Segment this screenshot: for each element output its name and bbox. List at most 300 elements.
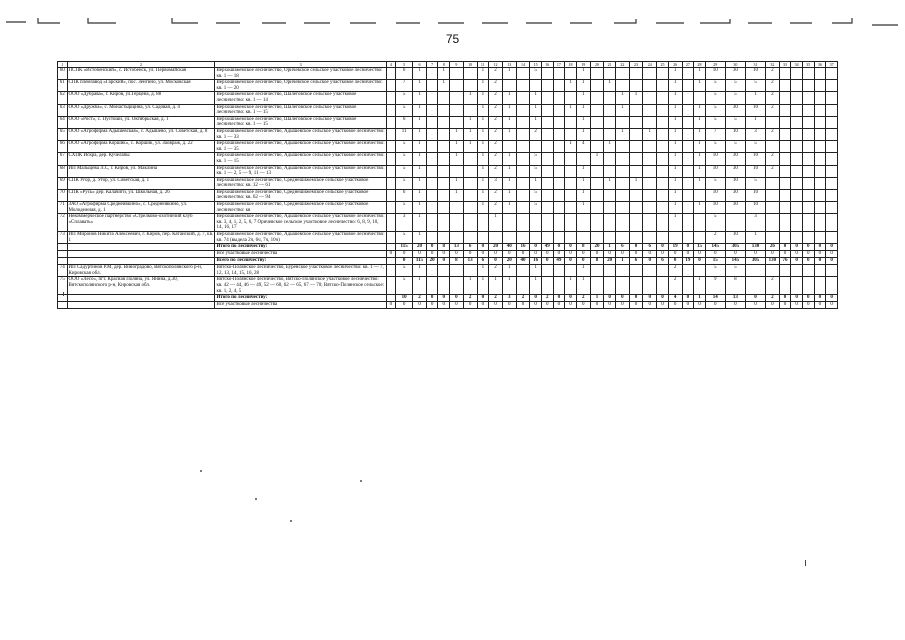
value-cell: 1 (502, 153, 516, 165)
total-row (58, 302, 838, 309)
value-cell (791, 189, 803, 201)
value-cell (438, 153, 450, 165)
value-cell: 1 (502, 177, 516, 189)
value-cell (802, 141, 814, 153)
value-cell (766, 202, 780, 214)
value-cell (814, 80, 826, 92)
column-number: 14 (516, 62, 530, 68)
value-cell (682, 232, 694, 244)
value-cell: 1 (668, 214, 682, 232)
total-value: 8 (590, 258, 604, 265)
row-number (58, 244, 68, 251)
total-value: 15 (694, 244, 706, 251)
value-cell (590, 265, 604, 277)
value-cell: 10 (705, 68, 725, 80)
value-cell (826, 141, 838, 153)
total-value: 0 (668, 251, 682, 258)
value-cell (565, 265, 577, 277)
total-value: 0 (604, 295, 616, 302)
value-cell (565, 189, 577, 201)
value-cell (516, 189, 530, 201)
total-row (58, 251, 838, 258)
value-cell: 1 (745, 92, 765, 104)
value-cell (657, 153, 669, 165)
value-cell: 1 (745, 116, 765, 128)
value-cell (791, 141, 803, 153)
total-value: 305 (745, 258, 765, 265)
total-value: 0 (779, 244, 791, 251)
value-cell: 10 (725, 177, 745, 189)
value-cell (450, 232, 464, 244)
value-cell: 30 (725, 68, 745, 80)
value-cell: 10 (705, 189, 725, 201)
total-value: 6 (463, 244, 477, 251)
total-value: 76 (779, 258, 791, 265)
total-value: 0 (826, 302, 838, 309)
total-value: 0 (396, 251, 413, 258)
value-cell (386, 189, 396, 201)
value-cell (553, 214, 565, 232)
value-cell (682, 153, 694, 165)
value-cell (657, 92, 669, 104)
value-cell (604, 232, 616, 244)
total-value: 20 (426, 258, 438, 265)
value-cell (779, 189, 791, 201)
value-cell (826, 68, 838, 80)
total-value: 0 (530, 244, 542, 251)
row-number (58, 302, 68, 309)
value-cell: 1 (413, 202, 427, 214)
value-cell: 1 (502, 104, 516, 116)
row-number: 75 (58, 277, 68, 295)
value-cell (426, 277, 438, 295)
column-number: 4 (386, 62, 396, 68)
value-cell (629, 128, 643, 140)
value-cell (553, 104, 565, 116)
value-cell (694, 92, 706, 104)
total-value: 20 (413, 244, 427, 251)
value-cell: 1 (477, 189, 489, 201)
value-cell (629, 80, 643, 92)
location-cell: Верхошижемское лесничество, Адышевское сельское участковое лесничество: кв. 1 — 15 (216, 153, 385, 164)
organization-cell (67, 295, 215, 302)
row-number: 67 (58, 153, 68, 165)
value-cell (814, 104, 826, 116)
value-cell: 2 (766, 165, 780, 177)
total-value: 0 (643, 295, 657, 302)
value-cell: 10 (745, 165, 765, 177)
value-cell (766, 265, 780, 277)
page-number: 75 (445, 32, 460, 46)
total-value: 0 (705, 302, 725, 309)
table-row (58, 116, 838, 128)
value-cell: 1 (489, 214, 503, 232)
location-cell: Верхошижемское лесничество, Среднешижемское сельское участковое лесничество: кв. 12 — 61 (215, 177, 386, 189)
value-cell: 1 (477, 141, 489, 153)
value-cell (516, 214, 530, 232)
value-cell: 2 (766, 104, 780, 116)
value-cell: 1 (477, 80, 489, 92)
value-cell (426, 177, 438, 189)
value-cell: 1 (477, 265, 489, 277)
value-cell: 1 (477, 177, 489, 189)
total-value: 0 (426, 244, 438, 251)
row-number: 63 (58, 104, 68, 116)
value-cell (553, 189, 565, 201)
scan-speck (360, 480, 362, 482)
value-cell: 1 (576, 189, 590, 201)
total-value: 0 (802, 251, 814, 258)
value-cell (604, 202, 616, 214)
value-cell: 1 (590, 153, 604, 165)
value-cell (643, 92, 657, 104)
value-cell (779, 153, 791, 165)
value-cell (682, 104, 694, 116)
total-value: 0 (814, 251, 826, 258)
value-cell: 1 (668, 177, 682, 189)
value-cell: 1 (576, 265, 590, 277)
total-value: 0 (694, 302, 706, 309)
value-cell: 1 (413, 165, 427, 177)
organization-cell: ООО «Рост», с. Пустоши, ул. Октябрьская, д. 1 (67, 116, 215, 128)
total-value: 0 (576, 258, 590, 265)
value-cell (590, 165, 604, 177)
value-cell (629, 214, 643, 232)
value-cell: 1 (643, 128, 657, 140)
value-cell (766, 214, 780, 232)
value-cell: 1 (668, 116, 682, 128)
total-value: 0 (530, 295, 542, 302)
scan-speck (200, 470, 202, 472)
value-cell (791, 104, 803, 116)
total-value: 2 (516, 295, 530, 302)
value-cell: 5 (396, 177, 413, 189)
value-cell (779, 202, 791, 214)
value-cell (682, 80, 694, 92)
value-cell (553, 177, 565, 189)
value-cell: 1 (450, 189, 464, 201)
value-cell: 1 (668, 165, 682, 177)
location-cell: Верхошижемское лесничество, Шалеговское сельское участковое лесничество: кв. 1 — 14 (215, 92, 386, 104)
total-value: 0 (791, 258, 803, 265)
value-cell (766, 116, 780, 128)
value-cell: 2 (766, 92, 780, 104)
row-number (58, 258, 68, 265)
value-cell (576, 232, 590, 244)
value-cell (516, 232, 530, 244)
location-cell: Верхошижемское лесничество, Адышевское сельское участковое лесничество: кв. 3, 4, 1, 2, 5, 6, 7 Оричевское сельское участковое лесничество: 6, 8, 9, 10, 14, 16, 17 (216, 214, 385, 231)
value-cell: 1 (565, 80, 577, 92)
value-cell (826, 153, 838, 165)
total-value: 0 (779, 302, 791, 309)
value-cell (604, 265, 616, 277)
value-cell: 10 (725, 232, 745, 244)
organization-cell: СХПК Искра, дер. Кучелапы (67, 153, 215, 165)
column-number: 24 (643, 62, 657, 68)
value-cell (604, 165, 616, 177)
value-cell (657, 116, 669, 128)
value-cell (826, 104, 838, 116)
value-cell (541, 277, 553, 295)
value-cell: 1 (530, 104, 542, 116)
table-row (58, 277, 838, 295)
value-cell: 30 (725, 165, 745, 177)
organization-cell: ИП Миронов Никита Алексеевич, г. Киров, пер. Катанский, д. 7, кв. 1 (68, 232, 214, 243)
total-value: 0 (725, 251, 745, 258)
value-cell: 1 (530, 116, 542, 128)
value-cell (590, 80, 604, 92)
total-value: 1 (590, 295, 604, 302)
value-cell: 30 (725, 202, 745, 214)
value-cell: 1 (463, 116, 477, 128)
value-cell (502, 80, 516, 92)
value-cell (565, 232, 577, 244)
value-cell (643, 116, 657, 128)
total-label: Всего по лесничеству: (215, 258, 386, 265)
total-value: 0 (682, 244, 694, 251)
value-cell: 1 (413, 232, 427, 244)
value-cell (657, 128, 669, 140)
value-cell (615, 153, 629, 165)
value-cell (553, 116, 565, 128)
total-value: 0 (826, 295, 838, 302)
location-cell: Верхошижемское лесничество, Среднешижемское сельское участковое лесничество: кв (215, 202, 386, 214)
row-number: 71 (58, 202, 68, 214)
column-number: 12 (489, 62, 503, 68)
total-value: 0 (682, 295, 694, 302)
row-number: 70 (58, 189, 68, 201)
value-cell (643, 104, 657, 116)
row-number: 73 (58, 232, 68, 244)
location-cell: Верхошижемское лесничество, Адышевское сельское участковое лесничество: кв. 1 — 2, 5 — 9, 11 — 13 (216, 165, 385, 177)
value-cell: 1 (477, 104, 489, 116)
value-cell (386, 232, 396, 244)
value-cell (657, 265, 669, 277)
value-cell: 2 (489, 68, 503, 80)
value-cell: 1 (604, 141, 616, 153)
value-cell: 1 (694, 141, 706, 153)
total-value: 0 (615, 251, 629, 258)
value-cell (779, 232, 791, 244)
value-cell: 1 (463, 277, 477, 295)
total-value: 0 (668, 258, 682, 265)
value-cell (802, 128, 814, 140)
value-cell (668, 232, 682, 244)
value-cell: 10 (745, 153, 765, 165)
value-cell (565, 202, 577, 214)
value-cell (463, 189, 477, 201)
value-cell (791, 80, 803, 92)
value-cell (438, 165, 450, 177)
value-cell: 5 (396, 232, 413, 244)
value-cell (553, 232, 565, 244)
value-cell (694, 232, 706, 244)
value-cell (450, 165, 464, 177)
value-cell (615, 68, 629, 80)
value-cell (565, 128, 577, 140)
total-value: 6 (615, 244, 629, 251)
value-cell (791, 202, 803, 214)
total-value: 0 (791, 244, 803, 251)
value-cell (814, 92, 826, 104)
total-value: 0 (426, 295, 438, 302)
value-cell (643, 153, 657, 165)
value-cell (629, 104, 643, 116)
total-value: 6 (477, 258, 489, 265)
value-cell (802, 189, 814, 201)
total-value: 0 (438, 251, 450, 258)
value-cell (745, 265, 765, 277)
column-number: 27 (682, 62, 694, 68)
value-cell (657, 68, 669, 80)
value-cell (463, 232, 477, 244)
value-cell (450, 92, 464, 104)
value-cell (426, 265, 438, 277)
value-cell (590, 214, 604, 232)
value-cell: 1 (668, 202, 682, 214)
value-cell (553, 265, 565, 277)
value-cell (590, 141, 604, 153)
value-cell (802, 277, 814, 295)
table-row (58, 141, 838, 153)
value-cell: 1 (477, 277, 489, 295)
value-cell (615, 189, 629, 201)
value-cell: 1 (502, 116, 516, 128)
total-value: 0 (565, 258, 577, 265)
value-cell: 30 (725, 104, 745, 116)
value-cell: 1 (604, 177, 616, 189)
value-cell: 1 (668, 92, 682, 104)
value-cell: 1 (576, 68, 590, 80)
value-cell (643, 141, 657, 153)
total-value: 115 (396, 244, 413, 251)
value-cell: 10 (745, 202, 765, 214)
value-cell (826, 277, 838, 295)
value-cell (826, 80, 838, 92)
value-cell: 1 (668, 141, 682, 153)
value-cell: 1 (576, 202, 590, 214)
value-cell (779, 277, 791, 295)
value-cell (629, 189, 643, 201)
value-cell (553, 202, 565, 214)
value-cell: 1 (576, 177, 590, 189)
total-value: 0 (477, 244, 489, 251)
column-number: 26 (668, 62, 682, 68)
value-cell (826, 128, 838, 140)
value-cell: 1 (502, 165, 516, 177)
value-cell (826, 232, 838, 244)
value-cell (590, 92, 604, 104)
value-cell (541, 80, 553, 92)
location-cell: Верхошижемское лесничество, Шалеговское сельское участковое лесничество: кв. 1 — 15 (215, 104, 386, 116)
value-cell (477, 214, 489, 232)
total-value: 0 (553, 244, 565, 251)
value-cell (516, 92, 530, 104)
value-cell (386, 265, 396, 277)
value-cell (826, 165, 838, 177)
value-cell (615, 165, 629, 177)
value-cell: 2 (668, 277, 682, 295)
organization-cell (67, 302, 215, 309)
value-cell: 5 (530, 68, 542, 80)
organization-cell (67, 258, 215, 265)
value-cell (615, 80, 629, 92)
total-label: Все участковые лесничества (215, 302, 386, 309)
total-value: 0 (541, 251, 553, 258)
value-cell: 2 (530, 128, 542, 140)
value-cell: 5 (530, 202, 542, 214)
value-cell: 3 (745, 128, 765, 140)
column-number: 8 (438, 62, 450, 68)
total-value: 0 (745, 295, 765, 302)
total-value: 0 (438, 302, 450, 309)
value-cell (516, 80, 530, 92)
total-value: 4 (668, 295, 682, 302)
value-cell: 5 (725, 92, 745, 104)
forest-lease-table (57, 61, 838, 309)
value-cell (657, 202, 669, 214)
table-row (58, 80, 838, 92)
value-cell (386, 80, 396, 92)
value-cell: 1 (438, 80, 450, 92)
value-cell (463, 153, 477, 165)
total-value: 0 (530, 251, 542, 258)
scan-mark (63, 292, 64, 296)
value-cell (682, 214, 694, 232)
value-cell (657, 214, 669, 232)
value-cell (565, 214, 577, 232)
total-value: 0 (477, 302, 489, 309)
value-cell (463, 202, 477, 214)
total-value: 1 (604, 244, 616, 251)
value-cell (590, 202, 604, 214)
value-cell (604, 104, 616, 116)
value-cell (745, 277, 765, 295)
location-cell: Верхошижемское лесничество, Оричевское сельское участковое лесничество: кв. 1 — 20 (215, 80, 386, 92)
value-cell (438, 202, 450, 214)
value-cell: 2 (766, 80, 780, 92)
column-number: 5 (396, 62, 413, 68)
value-cell (386, 153, 396, 165)
total-value: 0 (386, 302, 396, 309)
value-cell (814, 128, 826, 140)
total-value: 0 (541, 302, 553, 309)
value-cell (450, 202, 464, 214)
value-cell (438, 128, 450, 140)
value-cell (615, 202, 629, 214)
value-cell: 5 (705, 92, 725, 104)
total-value: 0 (802, 244, 814, 251)
value-cell: 1 (413, 153, 427, 165)
total-value: 1 (615, 258, 629, 265)
value-cell (450, 265, 464, 277)
value-cell: 30 (725, 189, 745, 201)
total-value: 16 (516, 244, 530, 251)
value-cell: 1 (489, 277, 503, 295)
total-value: 0 (502, 302, 516, 309)
value-cell (426, 165, 438, 177)
value-cell (565, 68, 577, 80)
value-cell (565, 153, 577, 165)
value-cell (541, 116, 553, 128)
value-cell (516, 141, 530, 153)
column-number: 34 (791, 62, 803, 68)
value-cell: 1 (694, 277, 706, 295)
total-value: 20 (502, 258, 516, 265)
value-cell (450, 116, 464, 128)
value-cell: 1 (745, 232, 765, 244)
value-cell: 5 (705, 177, 725, 189)
